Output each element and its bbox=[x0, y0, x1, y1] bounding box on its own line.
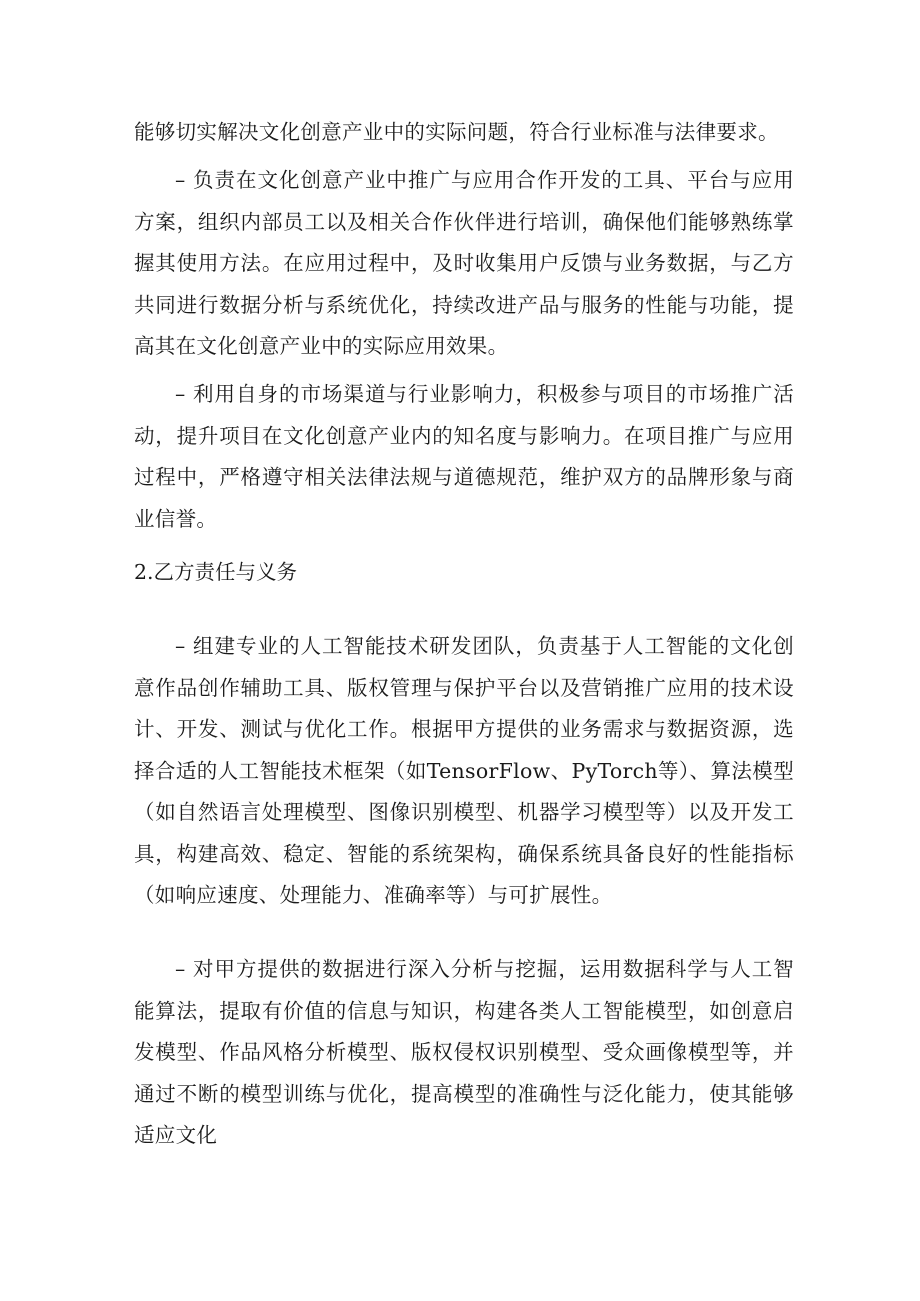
section-heading: 2.乙方责任与义务 bbox=[134, 560, 298, 585]
paragraph-promotion-application: – 负责在文化创意产业中推广与应用合作开发的工具、平台与应用方案，组织内部员工以及相关合作伙伴进行培训，确保他们能够熟练掌握其使用方法。在应用过程中，及时收集用户反馈与业务数据，与乙方共同进行数据分析与系统优化，持续改进产品与服务的性能与功能，提高其在文化创意产业中的实际应用效果。 bbox=[134, 168, 794, 359]
paragraph-rd-team: – 组建专业的人工智能技术研发团队，负责基于人工智能的文化创意作品创作辅助工具、版权管理与保护平台以及营销推广应用的技术设计、开发、测试与优化工作。根据甲方提供的业务需求与数据资源，选择合适的人工智能技术框架（如TensorFlow、PyTorch等）、算法模型（如自然语言处理模型、图像识别模型、机器学习模型等）以及开发工具，构建高效、稳定、智能的系统架构，确保系统具备良好的性能指标（如响应速度、处理能力、准确率等）与可扩展性。 bbox=[134, 634, 794, 907]
paragraph-continuation: 能够切实解决文化创意产业中的实际问题，符合行业标准与法律要求。 bbox=[134, 120, 779, 144]
document-body bbox=[134, 112, 794, 1156]
paragraph-data-analysis: – 对甲方提供的数据进行深入分析与挖掘，运用数据科学与人工智能算法，提取有价值的信息与知识，构建各类人工智能模型，如创意启发模型、作品风格分析模型、版权侵权识别模型、受众画像模型等，并通过不断的模型训练与优化，提高模型的准确性与泛化能力，使其能够适应文化 bbox=[134, 957, 794, 1147]
paragraph-market-promotion: – 利用自身的市场渠道与行业影响力，积极参与项目的市场推广活动，提升项目在文化创意产业内的知名度与影响力。在项目推广与应用过程中，严格遵守相关法律法规与道德规范，维护双方的品牌形象与商业信誉。 bbox=[134, 382, 794, 531]
